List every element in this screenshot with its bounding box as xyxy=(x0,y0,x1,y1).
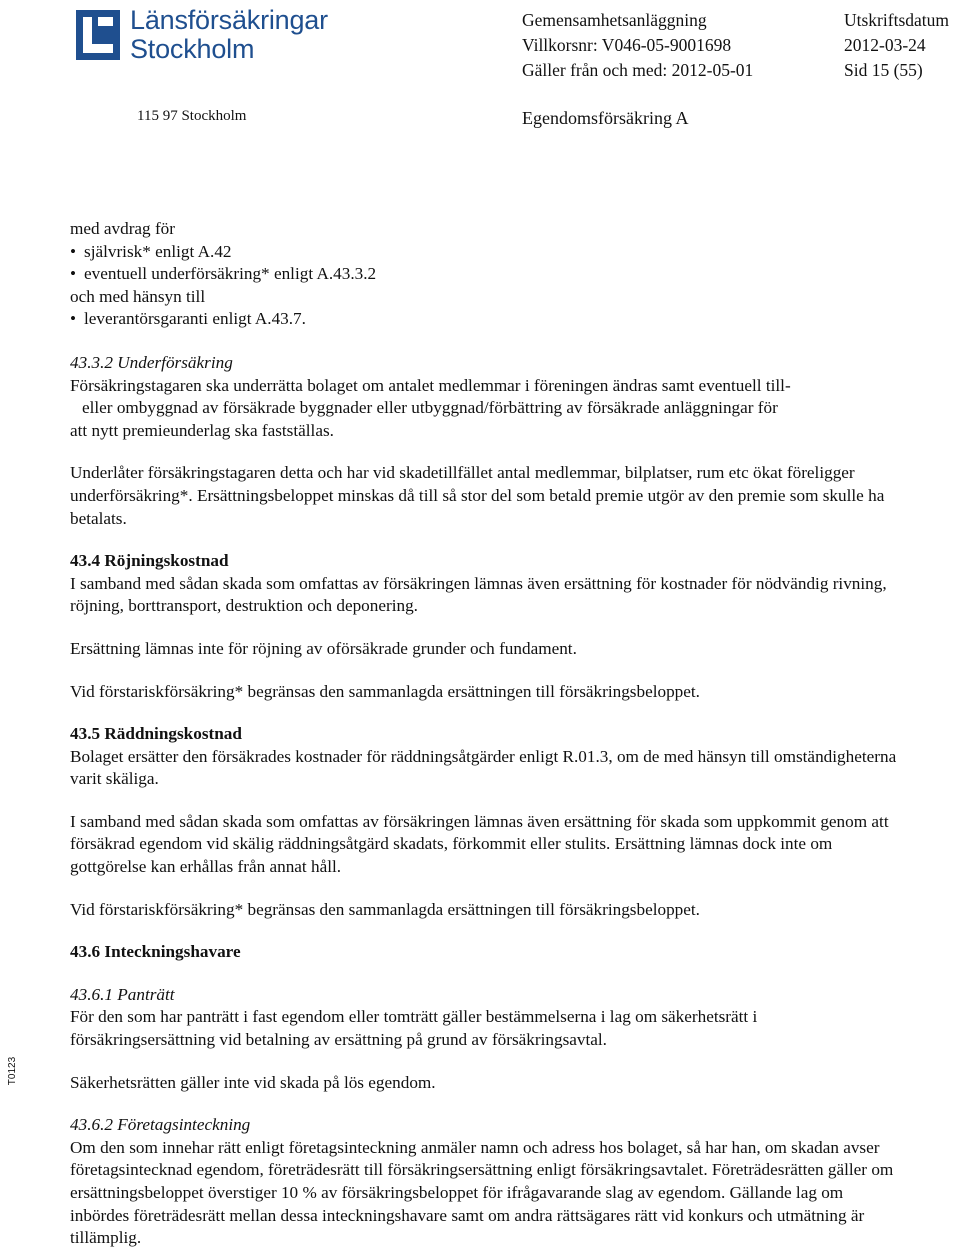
document-body xyxy=(70,218,900,1250)
page-number: Sid 15 (55) xyxy=(844,60,923,80)
print-date-label: Utskriftsdatum xyxy=(844,10,949,30)
list-item: • leverantörsgaranti enligt A.43.7. xyxy=(84,308,900,331)
heading-43-6-2: 43.6.2 Företagsinteckning xyxy=(70,1115,251,1135)
paragraph: För den som har panträtt i fast egendom eller tomträtt gäller bestämmelserna i lag om säkerhetsrätt i försäkringsersättning vid betalning av ersättning på grund av försäkringsavtal. xyxy=(70,1007,758,1050)
intro-1: med avdrag för xyxy=(70,219,175,238)
paragraph: att nytt premieunderlag ska fastställas. xyxy=(70,420,334,440)
paragraph: Vid förstariskförsäkring* begränsas den sammanlagda ersättningen till försäkringsbeloppet. xyxy=(70,681,700,701)
paragraph: eller ombyggnad av försäkrade byggnader eller utbyggnad/förbättring av försäkrade anläggningar för xyxy=(82,398,778,418)
list-item: • eventuell underförsäkring* enligt A.43.3.2 xyxy=(84,263,900,286)
company-logo xyxy=(76,5,346,64)
section-title: Egendomsförsäkring A xyxy=(522,108,689,128)
heading-43-3-2: 43.3.2 Underförsäkring xyxy=(70,352,233,372)
paragraph: Försäkringstagaren ska underrätta bolaget om antalet medlemmar i föreningen ändras samt eventuell till- xyxy=(70,375,791,395)
logo-mark-icon xyxy=(76,10,120,60)
print-date: 2012-03-24 xyxy=(844,35,926,55)
side-code: T0123 xyxy=(7,1056,18,1086)
paragraph: Vid förstariskförsäkring* begränsas den sammanlagda ersättningen till försäkringsbeloppet. xyxy=(70,899,700,919)
heading-43-5: 43.5 Räddningskostnad xyxy=(70,724,242,744)
intro-2: och med hänsyn till xyxy=(70,286,206,306)
logo-line-2: Stockholm xyxy=(130,34,255,64)
heading-43-6-1: 43.6.1 Panträtt xyxy=(70,984,175,1004)
deduction-list xyxy=(70,241,900,286)
terms-number: Villkorsnr: V046-05-9001698 xyxy=(522,35,732,55)
logo-line-1: Länsförsäkringar xyxy=(130,5,328,35)
heading-43-6: 43.6 Inteckningshavare xyxy=(70,942,241,962)
paragraph: Ersättning lämnas inte för röjning av oförsäkrade grunder och fundament. xyxy=(70,638,577,658)
heading-43-4: 43.4 Röjningskostnad xyxy=(70,551,229,571)
valid-from: Gäller från och med: 2012-05-01 xyxy=(522,60,754,80)
paragraph: I samband med sådan skada som omfattas av försäkringen lämnas även ersättning för kostnader för nödvändig rivning, röjning, borttransport, destruktion och deponering. xyxy=(70,573,887,616)
paragraph: Bolaget ersätter den försäkrades kostnader för räddningsåtgärder enligt R.01.3, om de med hänsyn till omständigheterna varit skäliga. xyxy=(70,746,897,789)
list-item: • självrisk* enligt A.42 xyxy=(84,241,900,264)
paragraph: Säkerhetsrätten gäller inte vid skada på lös egendom. xyxy=(70,1072,436,1092)
address: 115 97 Stockholm xyxy=(137,108,247,124)
document-title: Gemensamhetsanläggning xyxy=(522,10,707,30)
paragraph: I samband med sådan skada som omfattas av försäkringen lämnas även ersättning för skada som uppkommit genom att försäkrad egendom vid skälig räddningsåtgärd skadats, förkommit eller stulits. Ersättning lämnas dock inte om gottgörelse kan erhållas från annat håll. xyxy=(70,811,889,877)
paragraph: Om den som innehar rätt enligt företagsinteckning anmäler namn och adress hos bolaget, så har han, om skadan avser företagsintecknad egendom, företrädesrätt till försäkringsersättning enligt försäkringsavtalet. Företrädesrätten gäller om ersättningsbeloppet överstiger 10 % av försäkringsbeloppet för ifrågavarande slag av egendom. Gällande lag om inbördes företrädesrätt mellan dessa inteckningshavare samt om andra rättsägares rätt vid konkurs och utmätning är tillämplig. xyxy=(70,1137,894,1248)
paragraph: Underlåter försäkringstagaren detta och har vid skadetillfället antal medlemmar, bilplatser, rum etc ökat föreligger underförsäkring*. Ersättningsbeloppet minskas då till så stor del som betald premie utgör av den premie som skulle ha betalats. xyxy=(70,463,885,528)
consideration-list xyxy=(70,308,900,331)
